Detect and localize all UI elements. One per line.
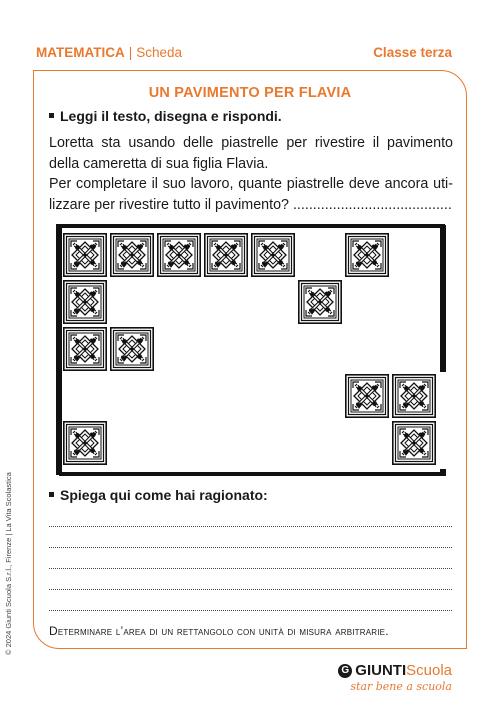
floor-tile xyxy=(299,281,341,323)
subject-label: MATEMATICA xyxy=(36,45,125,60)
floor-tile xyxy=(64,328,106,370)
tiles-layer xyxy=(64,234,435,464)
floor-drawing[interactable] xyxy=(54,224,446,476)
floor-tile xyxy=(346,375,388,417)
answer-line[interactable] xyxy=(49,569,452,590)
floor-tile xyxy=(64,234,106,276)
floor-tile xyxy=(346,234,388,276)
floor-tile xyxy=(252,234,294,276)
text-line: della cameretta di sua figlia Flavia. xyxy=(49,155,269,172)
floor-diagram[interactable] xyxy=(54,224,446,476)
bullet-square-icon xyxy=(49,113,54,118)
answer-line[interactable] xyxy=(49,548,452,569)
page-title: UN PAVIMENTO PER FLAVIA xyxy=(148,85,352,101)
floor-tile xyxy=(393,375,435,417)
logo-brand-2: Scuola xyxy=(406,662,452,679)
sheet-type: Scheda xyxy=(136,45,183,60)
publisher-logo xyxy=(338,662,452,693)
class-label: Classe terza xyxy=(373,45,452,60)
header-separator: | xyxy=(128,45,133,60)
header-subject xyxy=(36,45,182,60)
text-line: Loretta sta usando delle piastrelle per rivestire il pavimento xyxy=(49,135,453,151)
instruction xyxy=(49,108,282,124)
floor-tile xyxy=(205,234,247,276)
floor-tile xyxy=(64,422,106,464)
logo-tagline: star bene a scuola xyxy=(350,680,452,693)
copyright-note: © 2024 Giunti Scuola S.r.l., Firenze | La Vita Scolastica xyxy=(4,472,13,655)
text-line: Per completare il suo lavoro, quante piastrelle deve ancora uti- xyxy=(49,176,453,192)
floor-tile xyxy=(393,422,435,464)
instruction-text: Leggi il testo, disegna e rispondi. xyxy=(60,108,282,124)
logo-brand: GIUNTI xyxy=(355,662,407,679)
logo-wordmark xyxy=(338,662,452,679)
learning-objective: Determinare l’area di un rettangolo con unità di misura arbitrarie. xyxy=(49,624,389,638)
problem-text xyxy=(49,133,453,215)
answer-line[interactable] xyxy=(49,506,452,527)
bullet-square-icon xyxy=(49,492,54,497)
explain-prompt-text: Spiega qui come hai ragionato: xyxy=(60,487,268,503)
answer-line[interactable] xyxy=(49,527,452,548)
floor-tile xyxy=(111,234,153,276)
floor-tile xyxy=(111,328,153,370)
answer-lines[interactable] xyxy=(49,506,452,611)
floor-tile xyxy=(64,281,106,323)
text-line: lizzare per rivestire tutto il pavimento? ........................................ xyxy=(49,196,452,213)
explain-prompt xyxy=(49,487,268,503)
answer-line[interactable] xyxy=(49,590,452,611)
giunti-logo-icon: G xyxy=(338,664,352,678)
floor-tile xyxy=(158,234,200,276)
